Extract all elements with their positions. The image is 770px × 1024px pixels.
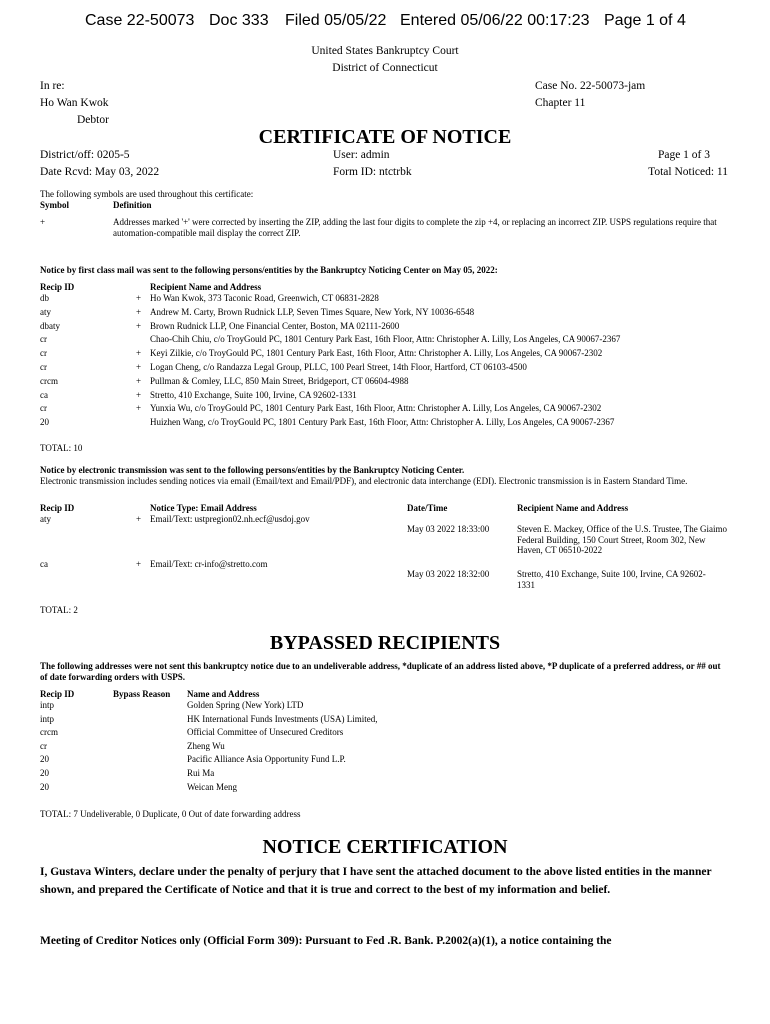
mail-row-id: dbaty [40,320,60,331]
debtor-name: Ho Wan Kwok [40,97,109,109]
mail-heading: Notice by first class mail was sent to the following persons/entities by the Bankruptcy Noticing Center on May 05, 2022: [40,265,498,275]
bypassed-row-id: intp [40,713,55,724]
symbol-column-header: Symbol [40,200,70,210]
bypassed-recipient-row [40,727,730,740]
header-doc: Doc 333 [209,12,269,29]
mail-row-address: Huizhen Wang, c/o TroyGould PC, 1801 Century Park East, 16th Floor, Attn: Christopher A. Lilly, Los Angeles, CA 90067-2367 [150,417,615,428]
electronic-row-id: aty [40,514,51,524]
mail-row-id: cr [40,334,47,345]
bypassed-recipient-row [40,714,730,727]
header-entered: Entered 05/06/22 00:17:23 [400,12,590,29]
meta-page: Page 1 of 3 [657,149,710,161]
electronic-subtext: Electronic transmission includes sending notices via email (Email/text and Email/PDF), and electronic data interchange (EDI). Electronic transmission is in Eastern Standard Time. [40,476,688,486]
mail-row-address: Pullman & Comley, LLC, 850 Main Street, Bridgeport, CT 06604-4988 [150,375,409,386]
definition-column-header: Definition [113,200,152,210]
electronic-row-recipient: Stretto, 410 Exchange, Suite 100, Irvine, CA 92602-1331 [517,569,706,590]
header-case: Case 22-50073 [85,12,195,29]
mail-row-id: ca [40,389,48,400]
bypassed-row-id: 20 [40,781,49,792]
bypassed-row-name: Rui Ma [187,768,215,778]
electronic-date-header: Date/Time [407,503,448,513]
electronic-type-header: Notice Type: Email Address [150,503,257,513]
mail-row-mark: + [136,375,142,386]
mail-recipient-header: Recipient Name and Address [150,282,262,292]
mail-recipient-row [40,403,730,416]
bypassed-row-name: Pacific Alliance Asia Opportunity Fund L.P. [187,754,346,765]
certificate-title: CERTIFICATE OF NOTICE [258,126,512,148]
bypassed-row-name: Weican Meng [187,781,238,792]
electronic-recipient-header: Recipient Name and Address [517,503,629,513]
bypassed-recip-id-header: Recip ID [40,689,75,699]
electronic-row-email: Email/Text: ustpregion02.nh.ecf@usdoj.gov [150,514,310,524]
bypassed-recipient-row [40,754,730,767]
mail-recipient-row [40,362,730,375]
electronic-total: TOTAL: 2 [40,605,78,615]
mail-recipient-row [40,293,730,306]
mail-row-address: Yunxia Wu, c/o TroyGould PC, 1801 Century Park East, 16th Floor, Attn: Christopher A. Lilly, Los Angeles, CA 90067-2302 [150,403,602,414]
mail-row-address: Andrew M. Carty, Brown Rudnick LLP, Seven Times Square, New York, NY 10036-6548 [150,306,475,317]
electronic-row-date: May 03 2022 18:32:00 [407,569,490,579]
certification-body: I, Gustava Winters, declare under the penalty of perjury that I have sent the attached document to the above listed entities in the manner shown, and prepared the Certificate of Notice and that it is true and correct to the best of my information and belief. [40,866,712,896]
mail-row-address: Keyi Zilkie, c/o TroyGould PC, 1801 Century Park East, 16th Floor, Attn: Christopher A. Lilly, Los Angeles, CA 90067-2302 [150,348,603,359]
mail-total: TOTAL: 10 [40,443,83,453]
symbols-intro: The following symbols are used throughout this certificate: [40,189,254,199]
mail-row-address: Stretto, 410 Exchange, Suite 100, Irvine, CA 92602-1331 [150,389,357,400]
mail-row-id: cr [40,403,47,414]
electronic-row-id: ca [40,559,48,569]
mail-recipient-row [40,390,730,403]
bypassed-row-id: cr [40,740,47,751]
mail-row-address: Ho Wan Kwok, 373 Taconic Road, Greenwich, CT 06831-2828 [150,293,379,303]
meeting-of-creditors-text: Meeting of Creditor Notices only (Official Form 309): Pursuant to Fed .R. Bank. P.2002(a)(1), a notice containing the [40,935,612,947]
mail-row-id: aty [40,306,51,317]
bypassed-row-id: 20 [40,754,49,765]
bypassed-row-name: HK International Funds Investments (USA) Limited, [187,713,378,724]
header-page: Page 1 of 4 [604,12,686,29]
bypassed-row-name: Golden Spring (New York) LTD [187,700,304,710]
certification-title: NOTICE CERTIFICATION [262,836,508,858]
mail-recipient-row [40,348,730,361]
electronic-row-email: Email/Text: cr-info@stretto.com [150,559,268,569]
in-re: In re: [40,80,65,92]
bypassed-row-name: Official Committee of Unsecured Creditors [187,727,344,738]
bypassed-recipient-row [40,741,730,754]
court-name: United States Bankruptcy Court [311,45,459,57]
electronic-row-date: May 03 2022 18:33:00 [407,524,490,534]
mail-recipient-row [40,321,730,334]
plus-symbol: + [40,217,46,227]
mail-row-address: Brown Rudnick LLP, One Financial Center, Boston, MA 02111-2600 [150,320,400,331]
bypassed-title: BYPASSED RECIPIENTS [269,632,501,654]
bypassed-recipient-row [40,782,730,795]
case-number: Case No. 22-50073-jam [535,80,646,92]
mail-row-id: db [40,293,49,303]
mail-recip-id-header: Recip ID [40,282,75,292]
debtor-label: Debtor [77,114,109,126]
mail-row-id: cr [40,362,47,372]
bypassed-name-header: Name and Address [187,689,260,699]
electronic-row-mark: + [136,559,142,569]
mail-row-id: 20 [40,417,49,428]
mail-row-mark: + [136,362,142,372]
court-district: District of Connecticut [332,62,438,74]
mail-row-mark: + [136,293,142,303]
mail-row-mark: + [136,306,142,317]
mail-row-mark: + [136,403,142,414]
date-received: Date Rcvd: May 03, 2022 [40,166,160,178]
bypassed-row-id: 20 [40,768,49,778]
electronic-row-recipient: Steven E. Mackey, Office of the U.S. Trustee, The Giaimo Federal Building, 150 Court Street, Room 302, New Haven, CT 06510-2022 [517,524,728,555]
chapter: Chapter 11 [535,97,586,109]
mail-row-id: cr [40,348,47,359]
mail-row-id: crcm [40,375,58,386]
bypassed-row-id: intp [40,700,55,710]
mail-row-address: Chao-Chih Chiu, c/o TroyGould PC, 1801 Century Park East, 16th Floor, Attn: Christopher A. Lilly, Los Angeles, CA 90067-2367 [150,334,621,345]
mail-row-mark: + [136,348,142,359]
mail-row-mark: + [136,389,142,400]
mail-recipient-row [40,417,730,430]
mail-row-address: Logan Cheng, c/o Randazza Legal Group, PLLC, 100 Pearl Street, 14th Floor, Hartford, CT 06103-4500 [150,362,527,372]
electronic-heading: Notice by electronic transmission was sent to the following persons/entities by the Bankruptcy Noticing Center. [40,465,465,475]
header-filed: Filed 05/05/22 [285,12,387,29]
mail-recipient-row [40,307,730,320]
bypassed-recipient-row [40,700,730,713]
electronic-row-mark: + [136,514,142,524]
mail-recipient-row [40,334,730,347]
bypassed-row-name: Zheng Wu [187,740,225,751]
mail-row-mark: + [136,320,142,331]
total-noticed: Total Noticed: 11 [648,166,728,178]
form-id: Form ID: ntctrbk [333,166,412,178]
bypassed-recipient-row [40,768,730,781]
electronic-recip-id-header: Recip ID [40,503,75,513]
bypass-reason-header: Bypass Reason [113,689,171,699]
user: User: admin [333,149,390,161]
bypassed-note: The following addresses were not sent this bankruptcy notice due to an undeliverable address, *duplicate of an address listed above, *P duplicate of a preferred address, or ## out of date forwarding orders with USPS. [40,661,721,682]
bypassed-total: TOTAL: 7 Undeliverable, 0 Duplicate, 0 Out of date forwarding address [40,809,301,819]
bypassed-row-id: crcm [40,727,58,738]
symbol-definition: Addresses marked '+' were corrected by inserting the ZIP, adding the last four digits to complete the zip +4, or replacing an incorrect ZIP. USPS regulations require that automation-compatible mail display the correct ZIP. [113,217,717,238]
mail-recipient-row [40,376,730,389]
district-office: District/off: 0205-5 [40,149,130,161]
